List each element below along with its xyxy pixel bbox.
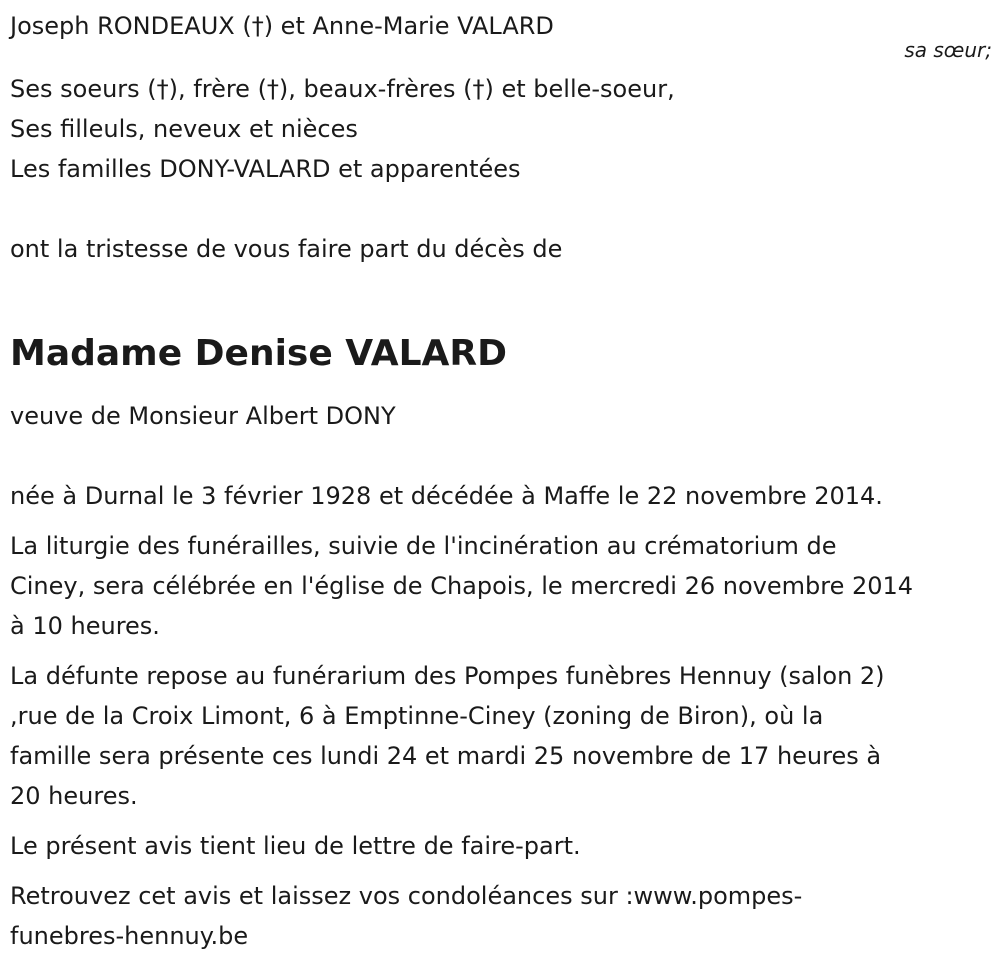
birth-death-paragraph: née à Durnal le 3 février 1928 et décédée à Maffe le 22 novembre 2014. [10,482,883,510]
announcement-text: ont la tristesse de vous faire part du décès de [10,235,563,263]
deceased-name: Madame Denise VALARD [10,333,507,375]
siblings-line: Ses soeurs (†), frère (†), beaux-frères (†) et belle-soeur, [10,75,675,103]
relation-label: sa sœur; [904,38,992,62]
widow-of-line: veuve de Monsieur Albert DONY [10,402,396,430]
details-block [10,476,992,966]
rest-paragraph: La défunte repose au funérarium des Pompes funèbres Hennuy (salon 2) ,rue de la Croix Limont, 6 à Emptinne-Ciney (zoning de Biron), où la famille sera présente ces lundi 24 et mardi 25 novembre de 17 heures à 20 heures. [10,662,885,810]
family-block [10,69,675,189]
parents-line: Joseph RONDEAUX (†) et Anne-Marie VALARD [10,12,554,40]
godchildren-line: Ses filleuls, neveux et nièces [10,115,358,143]
online-condolences-paragraph: Retrouvez cet avis et laissez vos condoléances sur :www.pompes- funebres-hennuy.be [10,882,803,950]
families-line: Les familles DONY-VALARD et apparentées [10,155,521,183]
funeral-paragraph: La liturgie des funérailles, suivie de l'incinération au crématorium de Ciney, sera célébrée en l'église de Chapois, le mercredi 26 novembre 2014 à 10 heures. [10,532,914,640]
notice-paragraph: Le présent avis tient lieu de lettre de faire-part. [10,832,581,860]
